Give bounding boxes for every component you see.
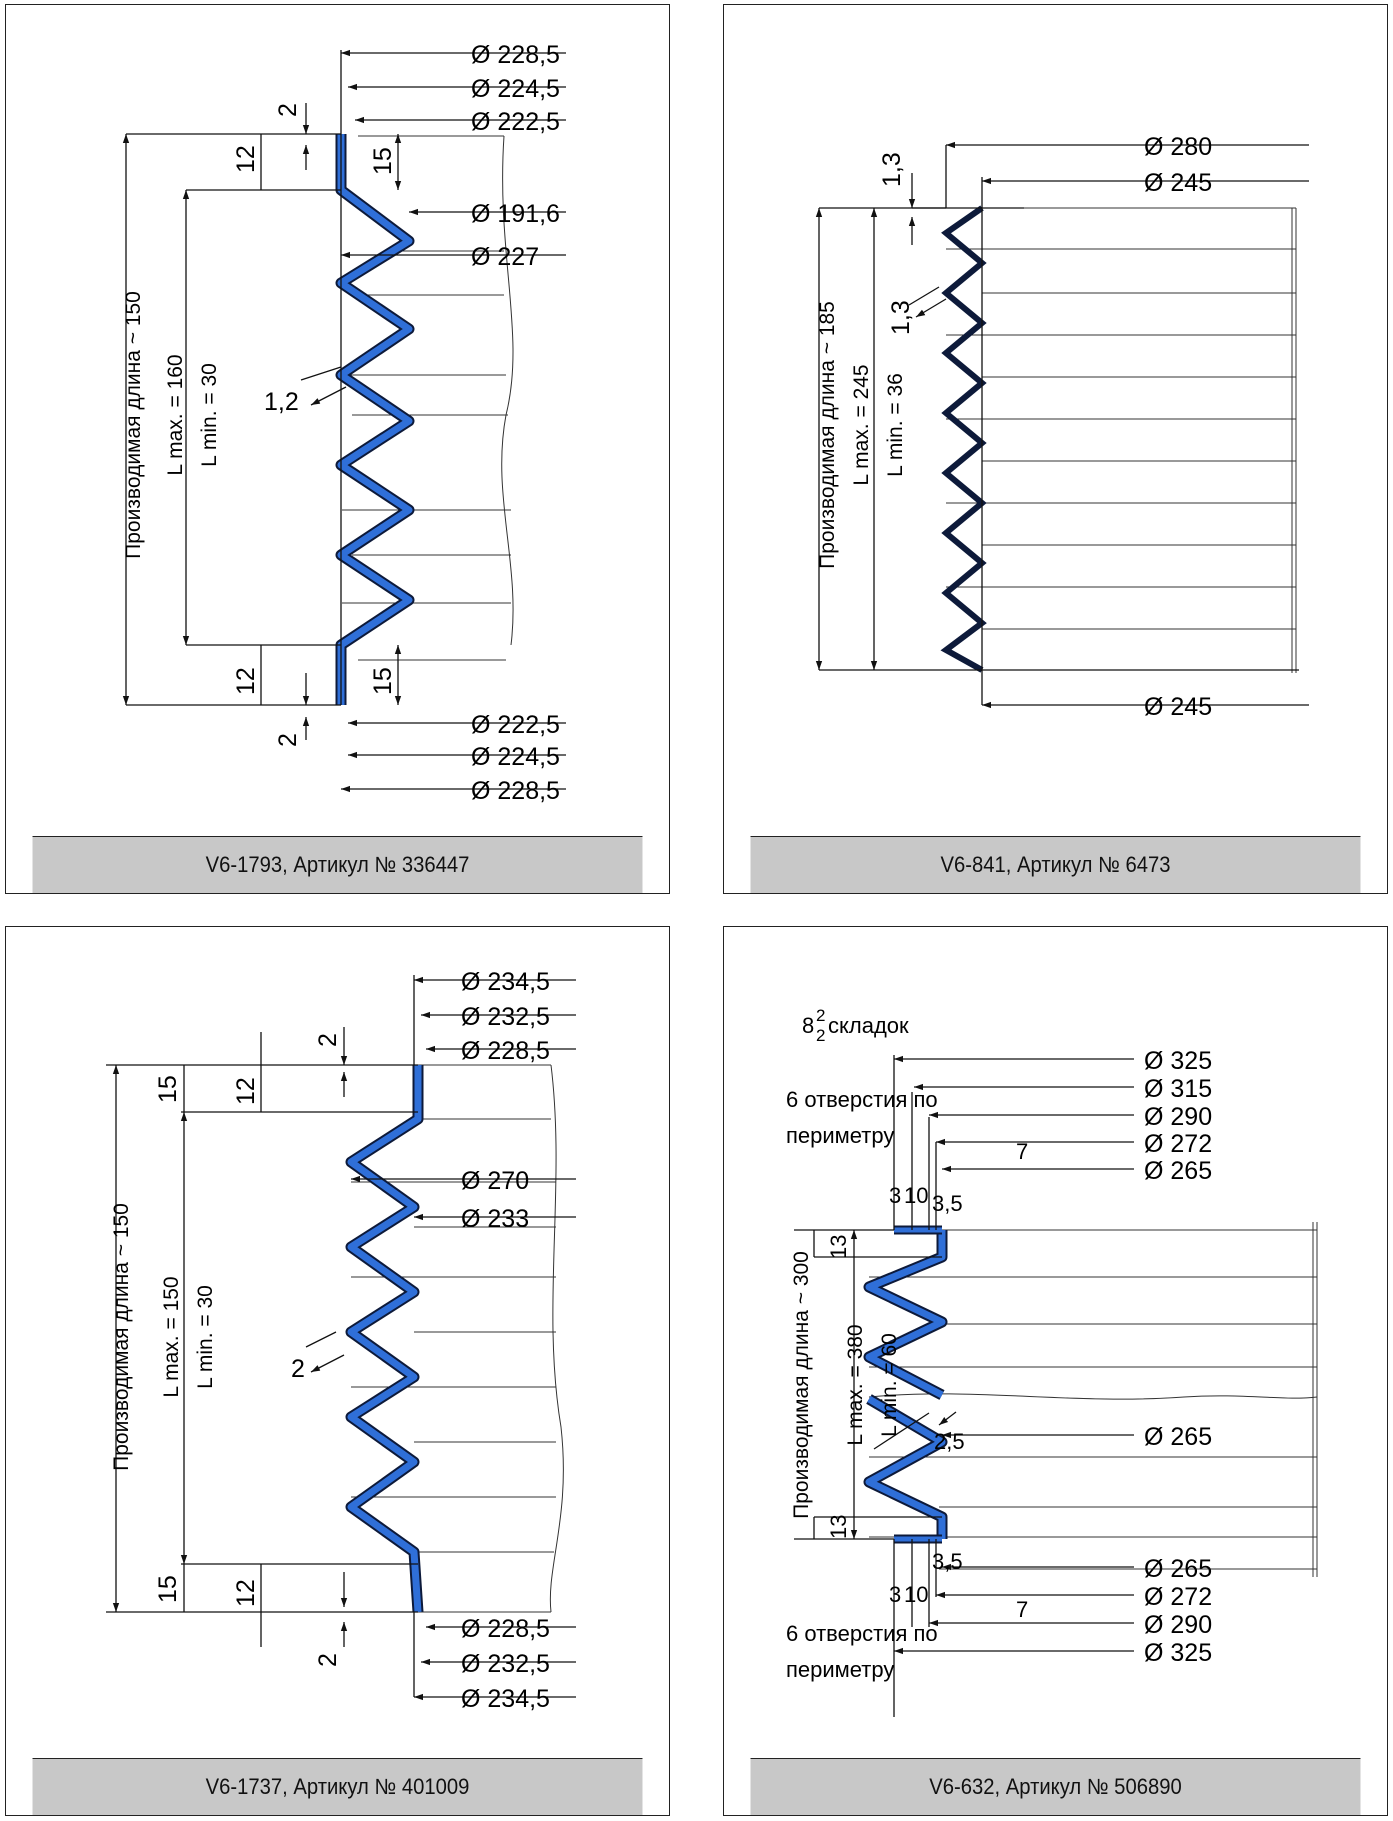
dim-13-bot: 13 (826, 1514, 851, 1539)
top-diameter-5: Ø 265 (1144, 1157, 1213, 1185)
panel-v6-1737 (5, 926, 670, 1816)
holes-line2-top: периметру (786, 1123, 895, 1148)
bottom-diameter-2: Ø 232,5 (461, 1650, 550, 1678)
lmax-label: L max. = 245 (850, 364, 873, 486)
dim-2-top: 2 (274, 103, 302, 117)
dim-wall: 2,5 (934, 1429, 965, 1454)
dim-wall: 1,3 (887, 300, 915, 335)
lmin-label: L min. = 36 (884, 373, 907, 477)
dim-15-bot: 15 (154, 1575, 182, 1603)
bellows-drawing-1 (6, 5, 668, 837)
top-diameter-4: Ø 272 (1144, 1130, 1213, 1158)
bottom-diameter-3: Ø 228,5 (471, 777, 560, 805)
lmax-label: L max. = 150 (160, 1276, 183, 1398)
dim-2-bot: 2 (314, 1653, 342, 1667)
mid-diameter-1: Ø 265 (1144, 1423, 1213, 1451)
bottom-diameter-1: Ø 265 (1144, 1555, 1213, 1583)
holes-line1-bot: 6 отверстия по (786, 1621, 938, 1646)
dim-3-top: 3 (889, 1183, 902, 1208)
panel-v6-632 (723, 926, 1388, 1816)
lmax-label: L max. = 380 (844, 1324, 867, 1446)
mid-diameter-1: Ø 270 (461, 1167, 530, 1195)
mid-diameter-1: Ø 191,6 (471, 200, 560, 228)
lmin-label: L min. = 30 (198, 363, 221, 467)
bottom-diameter-4: Ø 325 (1144, 1639, 1213, 1667)
top-diameter-1: Ø 325 (1144, 1047, 1213, 1075)
dim-wall: 2 (291, 1355, 305, 1383)
bottom-diameter-3: Ø 290 (1144, 1611, 1213, 1639)
dim-3-5-top: 3,5 (932, 1191, 963, 1216)
bottom-diameter-1: Ø 228,5 (461, 1615, 550, 1643)
dim-1-3-top: 1,3 (878, 152, 906, 187)
top-diameter-1: Ø 234,5 (461, 968, 550, 996)
bellows-profile-2 (946, 208, 982, 670)
lmin-label: L min. = 60 (878, 1333, 901, 1437)
dim-15-top: 15 (154, 1075, 182, 1103)
bottom-diameter-3: Ø 234,5 (461, 1685, 550, 1713)
dim-2-bot: 2 (274, 733, 302, 747)
panel-v6-1793 (5, 4, 670, 894)
dim-2-top: 2 (314, 1033, 342, 1047)
dim-12-top: 12 (232, 1077, 260, 1105)
holes-line1-top: 6 отверстия по (786, 1087, 938, 1112)
length-label: Производимая длина ~ 185 (816, 301, 839, 569)
bellows-drawing-2 (724, 5, 1386, 837)
lmax-label: L max. = 160 (164, 354, 187, 476)
dim-wall: 1,2 (264, 388, 299, 416)
dim-12-bot: 12 (232, 1579, 260, 1607)
caption: V6-841, Артикул № 6473 (751, 836, 1361, 893)
top-diameter-3: Ø 290 (1144, 1103, 1213, 1131)
bottom-diameter-1: Ø 222,5 (471, 711, 560, 739)
caption: V6-1737, Артикул № 401009 (33, 1758, 643, 1815)
dim-7-bot: 7 (1016, 1597, 1029, 1622)
dim-12-top: 12 (232, 145, 260, 173)
bottom-diameter-1: Ø 245 (1144, 693, 1213, 721)
folds-whole: 8 (802, 1013, 815, 1038)
bottom-diameter-2: Ø 272 (1144, 1583, 1213, 1611)
folds-label: складок (828, 1013, 909, 1038)
top-diameter-2: Ø 245 (1144, 169, 1213, 197)
folds-den: 2 (816, 1026, 826, 1045)
top-diameter-2: Ø 224,5 (471, 75, 560, 103)
dim-13-top: 13 (826, 1234, 851, 1259)
top-diameter-3: Ø 222,5 (471, 108, 560, 136)
holes-line2-bot: периметру (786, 1657, 895, 1682)
top-diameter-1: Ø 228,5 (471, 41, 560, 69)
dim-15-bot: 15 (369, 667, 397, 695)
top-diameter-3: Ø 228,5 (461, 1037, 550, 1065)
dim-3-5-bot: 3,5 (932, 1549, 963, 1574)
caption: V6-1793, Артикул № 336447 (33, 836, 643, 893)
mid-diameter-2: Ø 233 (461, 1205, 530, 1233)
top-diameter-2: Ø 315 (1144, 1075, 1213, 1103)
dim-10-bot: 10 (904, 1582, 929, 1607)
bellows-drawing-3 (6, 927, 668, 1759)
length-label: Производимая длина ~ 300 (790, 1251, 813, 1519)
bottom-diameter-2: Ø 224,5 (471, 743, 560, 771)
panel-v6-841 (723, 4, 1388, 894)
bellows-drawing-4 (724, 927, 1386, 1759)
dim-15-top: 15 (369, 147, 397, 175)
dim-12-bot: 12 (232, 667, 260, 695)
length-label: Производимая длина ~ 150 (110, 1203, 133, 1471)
mid-diameter-2: Ø 227 (471, 243, 540, 271)
top-diameter-2: Ø 232,5 (461, 1003, 550, 1031)
folds-num: 2 (816, 1006, 826, 1025)
dim-3-bot: 3 (889, 1582, 902, 1607)
caption: V6-632, Артикул № 506890 (751, 1758, 1361, 1815)
top-diameter-1: Ø 280 (1144, 133, 1213, 161)
dim-10-top: 10 (904, 1183, 929, 1208)
dim-7-top: 7 (1016, 1139, 1029, 1164)
lmin-label: L min. = 30 (194, 1285, 217, 1389)
length-label: Производимая длина ~ 150 (122, 291, 145, 559)
